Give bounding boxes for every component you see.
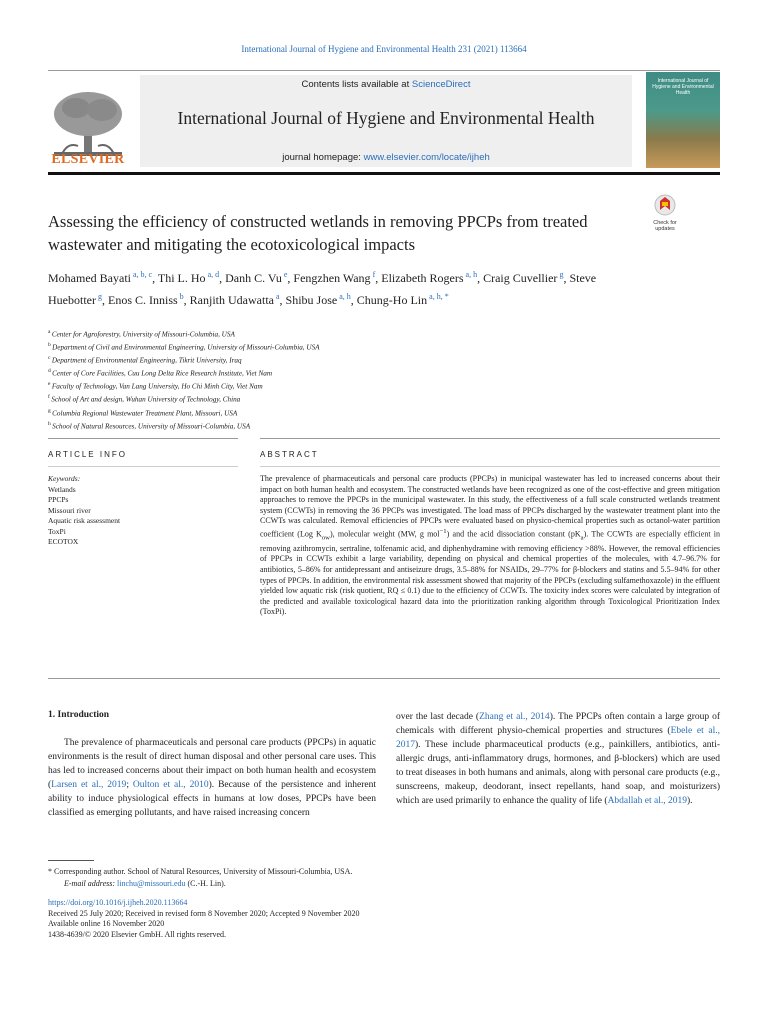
- author-affiliation-marker[interactable]: a, h: [463, 270, 478, 279]
- received-dates: Received 25 July 2020; Received in revised form 8 November 2020; Accepted 9 November 2020: [48, 908, 360, 918]
- author-name: Chung-Ho Lin: [356, 292, 428, 307]
- header-top-rule: [48, 70, 720, 71]
- author-name: Fengzhen Wang: [293, 271, 371, 285]
- ref-link-abdallah[interactable]: Abdallah et al., 2019: [607, 796, 687, 806]
- keyword-item: Aquatic risk assessment: [48, 516, 121, 525]
- affiliation-key: e: [48, 381, 52, 388]
- abstract-sub-ow: ow: [321, 534, 330, 542]
- author-affiliation-marker[interactable]: g: [95, 291, 102, 301]
- author-name: Shibu Jose: [285, 292, 338, 307]
- crossmark-line2: updates: [655, 226, 675, 232]
- author-affiliation-marker[interactable]: a, b, c: [130, 270, 153, 279]
- keyword-item: ToxPi: [48, 526, 66, 536]
- affiliation-text: Center of Core Facilities, Cuu Long Delta Rice Research Institute, Viet Nam: [52, 369, 273, 378]
- author-affiliation-marker[interactable]: b: [177, 291, 184, 301]
- affiliation-key: b: [48, 342, 53, 349]
- affiliation-key: h: [48, 420, 53, 427]
- abstract-part-1: The prevalence of pharmaceuticals and personal care products (PPCPs) in municipal wastewater has led to increased concerns about their impact on both human health and ecosystem. The constructed wetlands have been recognized as one of the cost-effective and green mitigation approaches to remove the PPCPs in the municipal wastewater. In this study, the effectiveness of a full scale constructed wetlands treatment system (CCWTs) in removing the 36 PPCPs was investigated. The load mass of PPCPs discharged by the wastewater treatment plant into the CCWTs was calculated. Removal efficiencies of PPCPs were evaluated based on physico-chemical properties such as octanol-water partition coefficient (Log K: [260, 474, 720, 539]
- intro-c1-text-b: ;: [126, 780, 133, 790]
- affiliation-text: Center for Agroforestry, University of Missouri-Columbia, USA: [51, 330, 235, 339]
- intro-column-1: [48, 736, 376, 820]
- author-name: Ranjith Udawatta: [189, 292, 274, 307]
- affiliation-key: a: [48, 329, 52, 335]
- affiliation-text: Columbia Regional Wastewater Treatment Plant, Missouri, USA: [52, 408, 238, 417]
- intro-c2-text-d: ).: [686, 796, 693, 806]
- affiliation-text: School of Art and design, Wuhan University of Technology, China: [51, 395, 241, 404]
- abstract-part-2: ), molecular weight (MW, g mol: [329, 529, 440, 539]
- author-name: Enos C. Inniss: [107, 292, 178, 307]
- author-affiliation-marker[interactable]: a, d: [205, 270, 220, 279]
- homepage-prefix: journal homepage:: [282, 152, 364, 163]
- affiliation-item: [48, 419, 548, 432]
- author-name: Steve Huebotter: [48, 271, 597, 307]
- affiliation-text: Faculty of Technology, Van Lang University, Ho Chi Minh City, Viet Nam: [51, 382, 263, 391]
- affiliation-key: c: [48, 355, 52, 362]
- cover-title: International Journal of Hygiene and Environmental Health: [652, 78, 714, 96]
- ref-link-larsen[interactable]: Larsen et al., 2019: [51, 780, 127, 790]
- intro-column-2: [396, 710, 720, 808]
- journal-cover-image[interactable]: [646, 72, 720, 168]
- ref-link-zhang[interactable]: Zhang et al., 2014: [479, 712, 550, 722]
- journal-title: International Journal of Hygiene and Environmental Health: [177, 108, 595, 128]
- footnote-rule: [48, 860, 94, 861]
- intro-c2-text-b: ). The PPCPs often contain a large group of chemicals with different physio-chemical properties and structures (: [396, 712, 720, 736]
- contents-prefix: Contents lists available at: [301, 79, 412, 90]
- intro-c2-text-c: ). These include pharmaceutical products (e.g., painkillers, antibiotics, anti-allergic drugs, anti-inflammatory drugs, hormones, and β-blockers) which are used to treat diseases in both humans and animals, along with personal care products (e.g., sunscreens, makeup, deodorant, insect repellants, hand soap, and moisturizers) which are used primarily to enhance the quality of life (: [396, 740, 720, 806]
- intro-c1-text-a: The prevalence of pharmaceuticals and personal care products (PPCPs) in aquatic environments is the result of direct human disposal and other personal care uses. This has led to increased concerns about their impact on both human health and ecosystem (: [48, 738, 376, 790]
- footnote-line: * Corresponding author. School of Natural Resources, University of Missouri-Columbia, USA.: [48, 867, 353, 876]
- abstract-text: [260, 474, 720, 618]
- keywords-list: [48, 485, 228, 548]
- affiliation-item: [48, 327, 548, 340]
- sciencedirect-link[interactable]: ScienceDirect: [411, 79, 471, 90]
- author-name: Thi L. Ho: [157, 271, 206, 285]
- affiliation-key: f: [48, 394, 52, 401]
- author-affiliation-marker[interactable]: f: [370, 270, 376, 279]
- ref-link-ebele[interactable]: Ebele et al., 2017: [396, 726, 720, 750]
- affiliation-item: [48, 406, 548, 419]
- abstract-rule: [260, 438, 720, 439]
- issn-copyright: 1438-4639/© 2020 Elsevier GmbH. All rights reserved.: [48, 929, 227, 939]
- contents-line: [140, 79, 632, 90]
- keywords-block: [48, 474, 228, 548]
- article-info-heading: ARTICLE INFO: [48, 450, 127, 459]
- introduction-heading: 1. Introduction: [48, 710, 110, 720]
- author-affiliation-marker[interactable]: g: [557, 270, 564, 279]
- affiliation-list: [48, 327, 548, 432]
- article-title: Assessing the efficiency of constructed wetlands in removing PPCPs from treated wastewater and mitigating the ecotoxicological impacts: [48, 212, 588, 254]
- affiliation-text: Department of Environmental Engineering, Tikrit University, Iraq: [51, 356, 242, 365]
- keyword-item: Wetlands: [48, 484, 76, 494]
- author-list: Mohamed Bayati $^{a, b, c}$, Thi L. Ho $^{a, d}$, Danh C. Vu $^e$, Fengzhen Wang $^f$, Elizabeth Rogers $^{a, h}$, Craig Cuvellier $^g$, Steve Huebotter $^g$, Enos C. Inniss $^b$, Ranjith Udawatta $^a$, Shibu Jose $^{a, h}$, Chung-Ho Lin $^{a, h, *}$: [48, 270, 597, 307]
- affiliation-item: [48, 379, 548, 392]
- keyword-item: PPCPs: [48, 495, 69, 504]
- journal-homepage-link[interactable]: www.elsevier.com/locate/ijheh: [363, 152, 490, 163]
- publisher-wordmark: ELSEVIER: [51, 152, 125, 167]
- abstract-bottom-rule: [48, 678, 720, 679]
- affiliation-item: [48, 392, 548, 405]
- author-name: Mohamed Bayati: [48, 271, 131, 285]
- author-affiliation-marker[interactable]: a, h: [337, 291, 351, 301]
- author-affiliation-marker[interactable]: e: [281, 270, 288, 279]
- affiliation-key: g: [48, 407, 53, 414]
- author-name: Elizabeth Rogers: [381, 271, 464, 285]
- intro-c2-text-a: over the last decade (: [396, 712, 480, 722]
- author-affiliation-marker[interactable]: a: [273, 291, 280, 301]
- abstract-sub-a: a: [580, 534, 584, 542]
- author-name: Danh C. Vu: [225, 271, 282, 285]
- available-online: Available online 16 November 2020: [48, 919, 165, 928]
- email-link[interactable]: linchu@missouri.edu: [117, 878, 186, 888]
- check-for-updates-icon[interactable]: [648, 193, 682, 233]
- abstract-part-4: ). The CCWTs are especially efficient in removing azithromycin, sertraline, tolfenamic acid, and diphenhydramine with removing efficiency >88%. However, the removal efficiencies of PPCPs in CCWTs exhibit a large variability, depending on physical and chemical properties of the molecules, with 4.7–96.7% for antibiotics, 5–86% for antidepressant and antiseizure drugs, 3.5–88% for NSAIDs, 29–77% for β-blockers and statins and 5.5–94% for other types of PPCPs. In addition, the environmental risk assessment showed that majority of the PPCPs (excluding sulfamethoxazole) in the effluent yielded low aquatic risk (risk quotient, RQ ≤ 0.1) due to the efficiency of CCWTs. The toxicity index scores were calculated by integration of the predicted and available toxicological hazard data into the prioritization ranking algorithm through Toxicological Prioritization Index (ToxPi).: [260, 529, 720, 617]
- corresponding-author-footnote: [48, 866, 720, 889]
- abstract-part-3: ) and the acid dissociation constant (pK: [446, 529, 581, 539]
- keyword-item: ECOTOX: [48, 537, 79, 546]
- abstract-subrule: [260, 466, 720, 467]
- journal-homepage-line: [140, 152, 632, 163]
- affiliation-item: [48, 340, 548, 353]
- journal-citation-link[interactable]: International Journal of Hygiene and Environmental Health 231 (2021) 113664: [241, 44, 527, 54]
- crossmark-line1: Check for: [653, 220, 677, 226]
- affiliation-item: [48, 366, 548, 379]
- article-metadata: [48, 898, 720, 940]
- affiliation-text: Department of Civil and Environmental Engineering, University of Missouri-Columbia, USA: [52, 343, 320, 352]
- abstract-sup-minus1: −1: [439, 527, 447, 535]
- author-name: Craig Cuvellier: [483, 271, 558, 285]
- email-label: E-mail address:: [64, 878, 118, 888]
- email-suffix: (C.-H. Lin).: [185, 878, 226, 888]
- header-bottom-rule: [48, 172, 720, 175]
- doi-link[interactable]: https://doi.org/10.1016/j.ijheh.2020.113664: [48, 898, 188, 907]
- article-info-rule: [48, 438, 238, 439]
- intro-c1-text-c: ). Because of the persistence and inherent ability to induce physiological effects in humans at low doses, PPCPs have been classified as emerging pollutants, and have raised increasing concern: [48, 780, 377, 818]
- keyword-item: Missouri river: [48, 505, 91, 515]
- affiliation-text: School of Natural Resources, University of Missouri-Columbia, USA: [52, 422, 251, 431]
- abstract-heading: ABSTRACT: [260, 450, 319, 459]
- ref-link-oulton[interactable]: Oulton et al., 2010: [132, 780, 209, 790]
- affiliation-key: d: [48, 368, 53, 375]
- article-info-subrule: [48, 466, 238, 467]
- keywords-label: Keywords:: [48, 474, 81, 483]
- author-affiliation-marker[interactable]: a, h, *: [427, 291, 449, 301]
- affiliation-item: [48, 353, 548, 366]
